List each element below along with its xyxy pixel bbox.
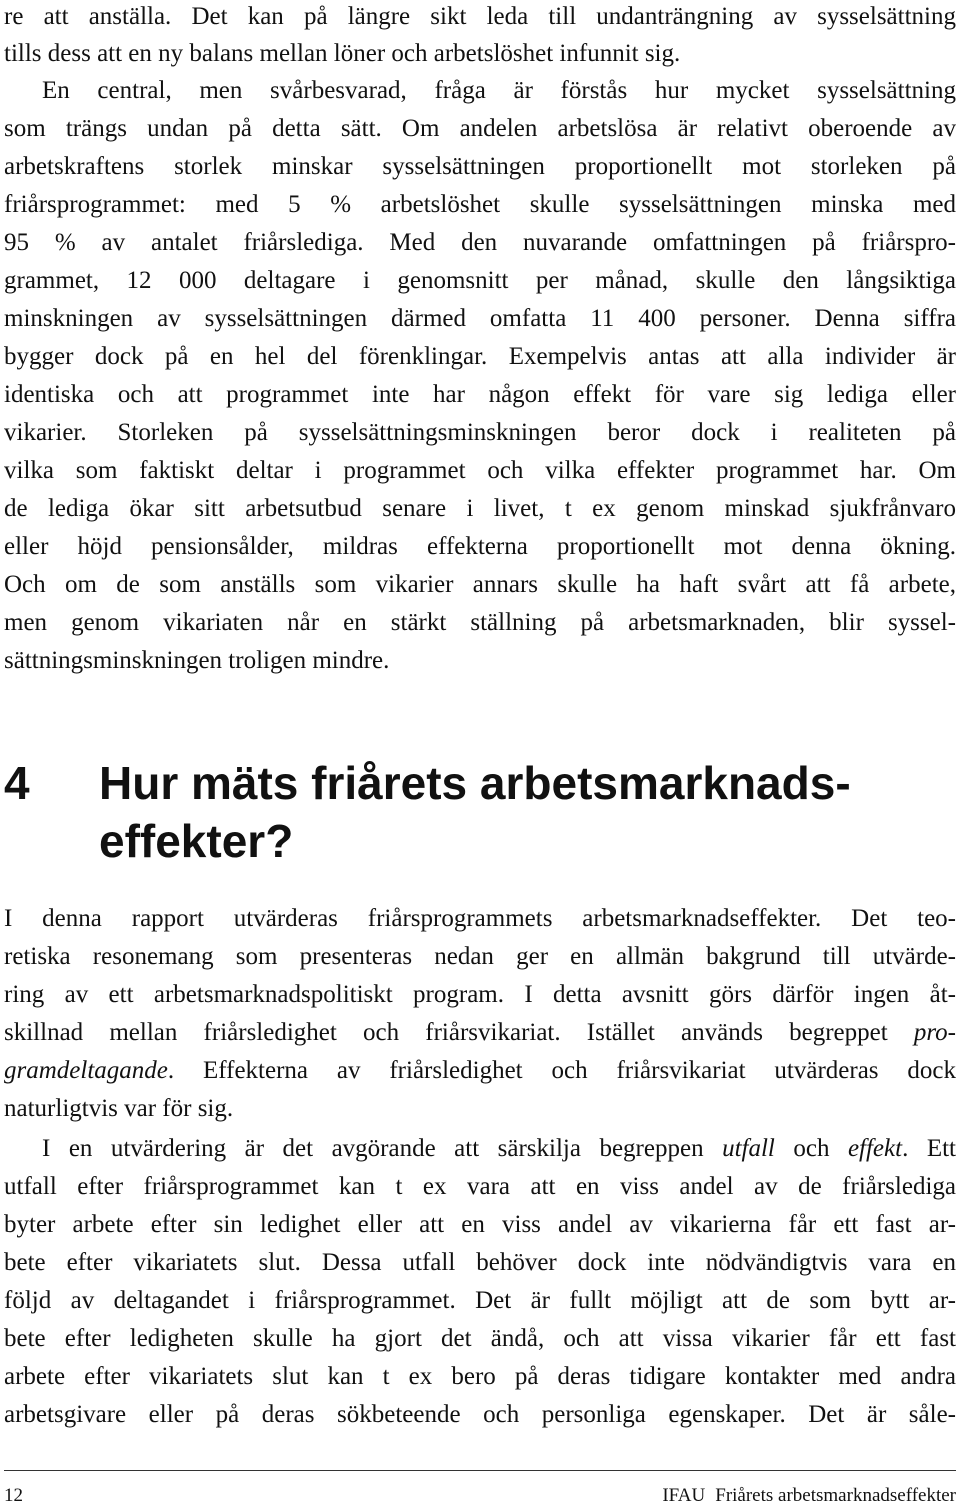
text-line: vikarier. Storleken på sysselsättningsminskningen beror dock i realiteten på <box>4 419 956 446</box>
page-number: 12 <box>4 1485 23 1506</box>
text-line: minskningen av sysselsättningen därmed omfatta 11 400 personer. Denna siffra <box>4 305 956 332</box>
publisher-name: IFAU <box>662 1485 706 1506</box>
text-line: de lediga ökar sitt arbetsutbud senare i livet, t ex genom minskad sjukfrånvaro <box>4 495 956 522</box>
section-number: 4 <box>4 757 30 809</box>
italic-term: utfall <box>722 1135 775 1162</box>
text-line: byter arbete efter sin ledighet eller att en viss andel av vikarierna får ett fast ar- <box>4 1211 956 1238</box>
text-line: 95 % av antalet friårslediga. Med den nuvarande omfattningen på friårspro- <box>4 229 956 256</box>
text-span: I en utvärdering är det avgörande att särskilja begreppen <box>42 1135 723 1162</box>
text-line: bete efter vikariatets slut. Dessa utfall behöver dock inte nödvändigtvis vara en <box>4 1249 956 1276</box>
text-line: friårsprogrammet: med 5 % arbetslöshet skulle sysselsättningen minska med <box>4 191 956 218</box>
text-line: följd av deltagandet i friårsprogrammet. Det är fullt möjligt att de som bytt ar- <box>4 1287 956 1314</box>
text-line: grammet, 12 000 deltagare i genomsnitt per månad, skulle den långsiktiga <box>4 267 956 294</box>
text-line: tills dess att en ny balans mellan löner och arbetslöshet infunnit sig. <box>4 40 681 67</box>
text-line: arbete efter vikariatets slut kan t ex bero på deras tidigare kontakter med andra <box>4 1363 956 1390</box>
text-line: bete efter ledigheten skulle ha gjort det ändå, och att vissa vikarier får ett fast <box>4 1325 956 1352</box>
running-footer <box>662 1484 956 1508</box>
text-line <box>4 1054 956 1088</box>
section-title-line-2: effekter? <box>99 815 294 867</box>
text-line: re att anställa. Det kan på längre sikt leda till undanträngning av sysselsättning <box>4 3 956 30</box>
text-line: retiska resonemang som presenteras nedan ger en allmän bakgrund till utvärde- <box>4 943 956 970</box>
text-line: bygger dock på en hel del förenklingar. Exempelvis antas att alla individer är <box>4 343 956 370</box>
text-span: och <box>774 1135 848 1162</box>
italic-term: gramdeltagande <box>4 1057 168 1084</box>
italic-term: pro- <box>913 1019 956 1046</box>
text-line: I denna rapport utvärderas friårsprogrammets arbetsmarknadseffekter. Det teo- <box>4 905 956 932</box>
text-span: . Effekterna av friårsledighet och friårsvikariat utvärderas dock <box>167 1057 956 1084</box>
italic-term: effekt <box>847 1135 903 1162</box>
text-line: eller höjd pensionsålder, mildras effekterna proportionellt mot denna ökning. <box>4 533 956 560</box>
text-span: . Ett <box>902 1135 956 1162</box>
text-line: vilka som faktiskt deltar i programmet och vilka effekter programmet har. Om <box>4 457 956 484</box>
text-line: arbetskraftens storlek minskar sysselsättningen proportionellt mot storleken på <box>4 153 956 180</box>
text-line: En central, men svårbesvarad, fråga är förstås hur mycket sysselsättning <box>42 77 956 104</box>
footer-divider <box>4 1470 956 1471</box>
text-line: identiska och att programmet inte har någon effekt för vare sig lediga eller <box>4 381 956 408</box>
text-line: utfall efter friårsprogrammet kan t ex vara att en viss andel av de friårslediga <box>4 1173 956 1200</box>
text-line: arbetsgivare eller på deras sökbeteende och personliga egenskaper. Det är såle- <box>4 1401 956 1428</box>
text-line <box>42 1132 956 1166</box>
text-span: skillnad mellan friårsledighet och friårsvikariat. Istället används begreppet <box>4 1019 914 1046</box>
text-line: naturligtvis var för sig. <box>4 1095 234 1122</box>
report-title: Friårets arbetsmarknadseffekter <box>715 1485 956 1506</box>
text-line <box>4 1016 956 1050</box>
text-line: Och om de som anställs som vikarier annars skulle ha haft svårt att få arbete, <box>4 571 956 598</box>
text-line: sättningsminskningen troligen mindre. <box>4 647 390 674</box>
section-title-line-1: Hur mäts friårets arbetsmarknads- <box>99 757 851 809</box>
text-line: som trängs undan på detta sätt. Om andelen arbetslösa är relativt oberoende av <box>4 115 956 142</box>
text-line: ring av ett arbetsmarknadspolitiskt program. I detta avsnitt görs därför ingen åt- <box>4 981 956 1008</box>
text-line: men genom vikariaten når en stärkt ställning på arbetsmarknaden, blir syssel- <box>4 609 956 636</box>
